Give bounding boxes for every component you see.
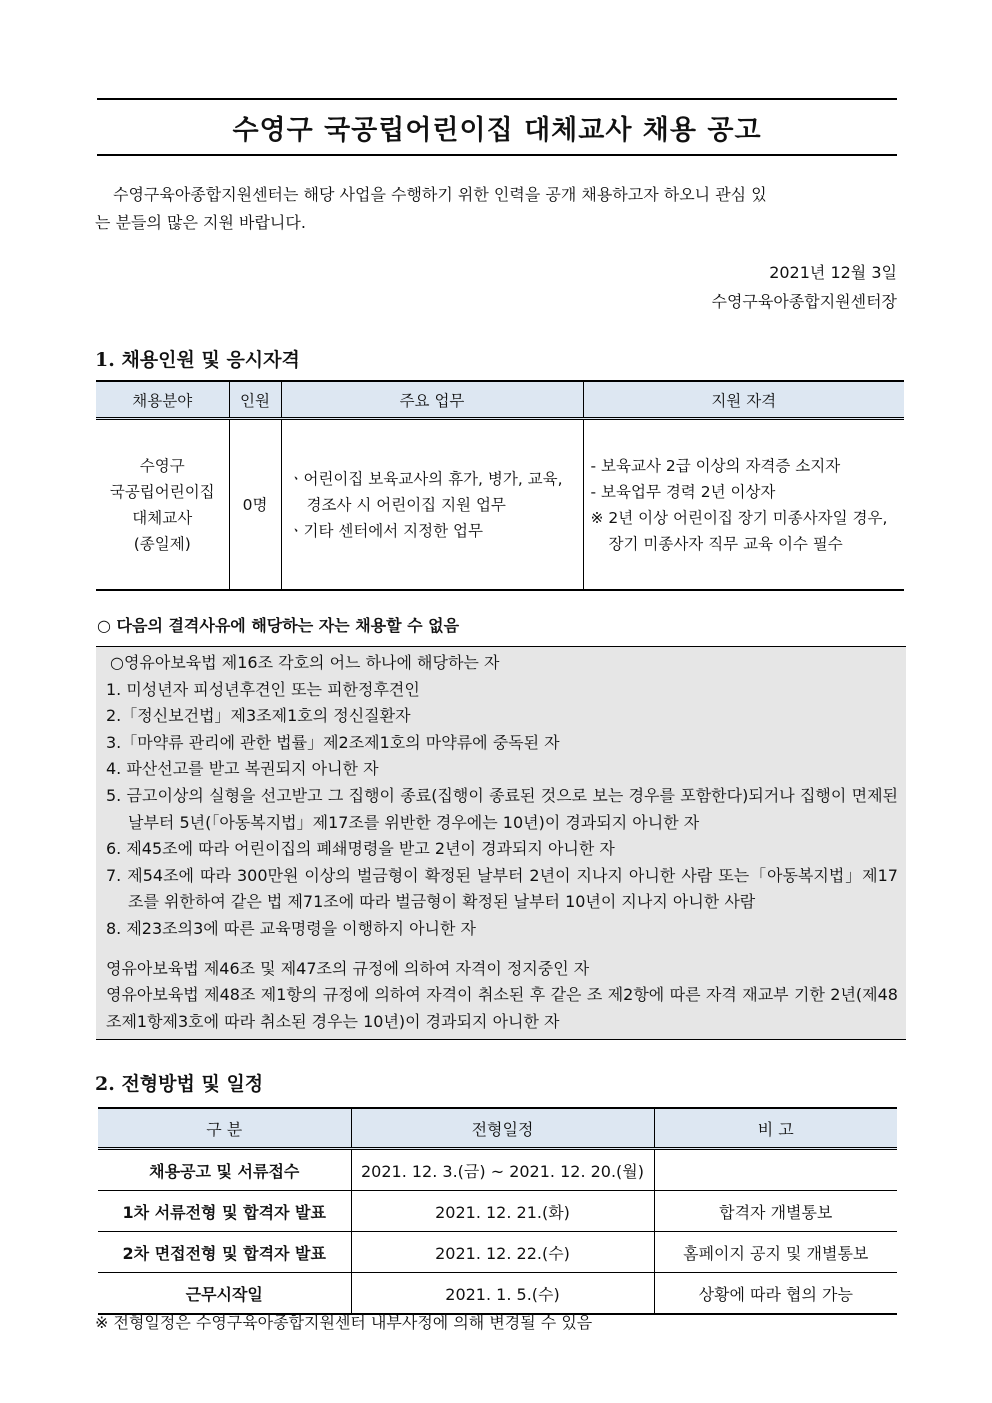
list-item: 5. 금고이상의 실형을 선고받고 그 집행이 종료(집행이 종료된 것으로 보는 경우를 포함한다)되거나 집행이 면제된 날부터 5년(「아동복지법」제17조를 위반한 경우에는 10년)이 경과되지 아니한 자 xyxy=(106,785,898,832)
field-line: 국공립어린이집 xyxy=(109,482,215,501)
field-cell xyxy=(96,419,229,591)
table-row xyxy=(98,1149,897,1191)
field-line: 수영구 xyxy=(139,456,185,475)
page-title: 수영구 국공립어린이집 대체교사 채용 공고 xyxy=(232,114,762,146)
remark-cell xyxy=(654,1149,897,1191)
table-row xyxy=(98,1191,897,1232)
schedule-note: ※ 전형일정은 수영구육아종합지원센터 내부사정에 의해 변경될 수 있음 xyxy=(95,1313,593,1332)
intro-line-2: 는 분들의 많은 지원 바랍니다. xyxy=(95,213,306,232)
disqualification-extra: 영유아보육법 제46조 및 제47조의 규정에 의하여 자격이 정지중인 자 xyxy=(106,958,590,978)
schedule-cell: 2021. 12. 22.(수) xyxy=(351,1232,654,1273)
issuer: 수영구육아종합지원센터장 xyxy=(711,292,897,311)
list-item: 3.「마약류 관리에 관한 법률」제2조제1호의 마약류에 중독된 자 xyxy=(106,732,560,752)
qualification-item: - 보육교사 2급 이상의 자격증 소지자 xyxy=(590,456,841,475)
announcement-date: 2021년 12월 3일 xyxy=(769,263,897,282)
qualification-item: - 보육업무 경력 2년 이상자 xyxy=(590,482,776,501)
recruitment-row xyxy=(96,419,904,591)
list-item: 6. 제45조에 따라 어린이집의 폐쇄명령을 받고 2년이 경과되지 아니한 자 xyxy=(106,839,615,859)
disqualification-heading: ○ 다음의 결격사유에 해당하는 자는 채용할 수 없음 xyxy=(97,616,460,635)
stage-cell: 2차 면접전형 및 합격자 발표 xyxy=(98,1232,351,1273)
section-1-title: 1. 채용인원 및 응시자격 xyxy=(95,349,300,371)
schedule-header-row xyxy=(98,1108,897,1149)
duty-item: ㆍ기타 센터에서 지정한 업무 xyxy=(288,521,483,540)
header-remark: 비 고 xyxy=(654,1108,897,1149)
intro-paragraph xyxy=(95,181,900,237)
remark-cell: 합격자 개별통보 xyxy=(654,1191,897,1232)
section-2-title: 2. 전형방법 및 일정 xyxy=(95,1073,264,1095)
duties-list xyxy=(283,466,582,544)
schedule-cell: 2021. 12. 3.(금) ~ 2021. 12. 20.(월) xyxy=(351,1149,654,1191)
list-item: 7. 제54조에 따라 300만원 이상의 벌금형이 확정된 날부터 2년이 지나지 아니한 사람 또는「아동복지법」제17조를 위한하여 같은 법 제71조에 따라 벌금형이 확정된 날부터 10년이 지나지 아니한 사람 xyxy=(106,865,898,912)
duties-cell xyxy=(281,419,583,591)
header-field: 채용분야 xyxy=(96,381,229,419)
schedule-cell: 2021. 1. 5.(수) xyxy=(351,1273,654,1315)
qualification-item: ※ 2년 이상 어린이집 장기 미종사자일 경우, 장기 미종사자 직무 교육 이수 필수 xyxy=(590,508,888,553)
list-item: 2.「정신보건법」제3조제1호의 정신질환자 xyxy=(106,706,411,726)
header-qualifications: 지원 자격 xyxy=(583,381,904,419)
stage-cell: 1차 서류전형 및 합격자 발표 xyxy=(98,1191,351,1232)
disqualification-box xyxy=(96,646,906,1040)
recruitment-header-row xyxy=(96,381,904,419)
header-schedule: 전형일정 xyxy=(351,1108,654,1149)
intro-line-1: 수영구육아종합지원센터는 해당 사업을 수행하기 위한 인력을 공개 채용하고자 하오니 관심 있 xyxy=(113,185,767,204)
count-cell: 0명 xyxy=(229,419,281,591)
stage-cell: 채용공고 및 서류접수 xyxy=(98,1149,351,1191)
list-item: 1. 미성년자 피성년후견인 또는 피한정후견인 xyxy=(106,679,420,699)
disqualification-list xyxy=(106,677,898,943)
stage-cell: 근무시작일 xyxy=(98,1273,351,1315)
table-row xyxy=(98,1273,897,1315)
disqualification-lead: ○영유아보육법 제16조 각호의 어느 하나에 해당하는 자 xyxy=(110,653,500,672)
disqualification-extra: 영유아보육법 제48조 제1항의 규정에 의하여 자격이 취소된 후 같은 조 제2항에 따른 자격 재교부 기한 2년(제48조제1항제3호에 따라 취소된 경우는 10년)이 경과되지 아니한 자 xyxy=(106,985,898,1031)
duty-item: ㆍ어린이집 보육교사의 휴가, 병가, 교육, 경조사 시 어린이집 지원 업무 xyxy=(288,469,563,514)
remark-cell: 홈페이지 공지 및 개별통보 xyxy=(654,1232,897,1273)
qualifications-cell xyxy=(583,419,904,591)
remark-cell: 상황에 따라 협의 가능 xyxy=(654,1273,897,1315)
field-line: (종일제) xyxy=(133,534,191,553)
field-line: 대체교사 xyxy=(132,508,193,527)
header-count: 인원 xyxy=(229,381,281,419)
table-row xyxy=(98,1232,897,1273)
schedule-cell: 2021. 12. 21.(화) xyxy=(351,1191,654,1232)
title-box xyxy=(97,98,897,156)
header-duties: 주요 업무 xyxy=(281,381,583,419)
list-item: 8. 제23조의3에 따른 교육명령을 이행하지 아니한 자 xyxy=(106,918,476,938)
qualifications-list xyxy=(585,453,904,557)
header-stage: 구 분 xyxy=(98,1108,351,1149)
recruitment-table xyxy=(96,380,904,591)
list-item: 4. 파산선고를 받고 복권되지 아니한 자 xyxy=(106,759,379,779)
schedule-table xyxy=(98,1107,897,1315)
